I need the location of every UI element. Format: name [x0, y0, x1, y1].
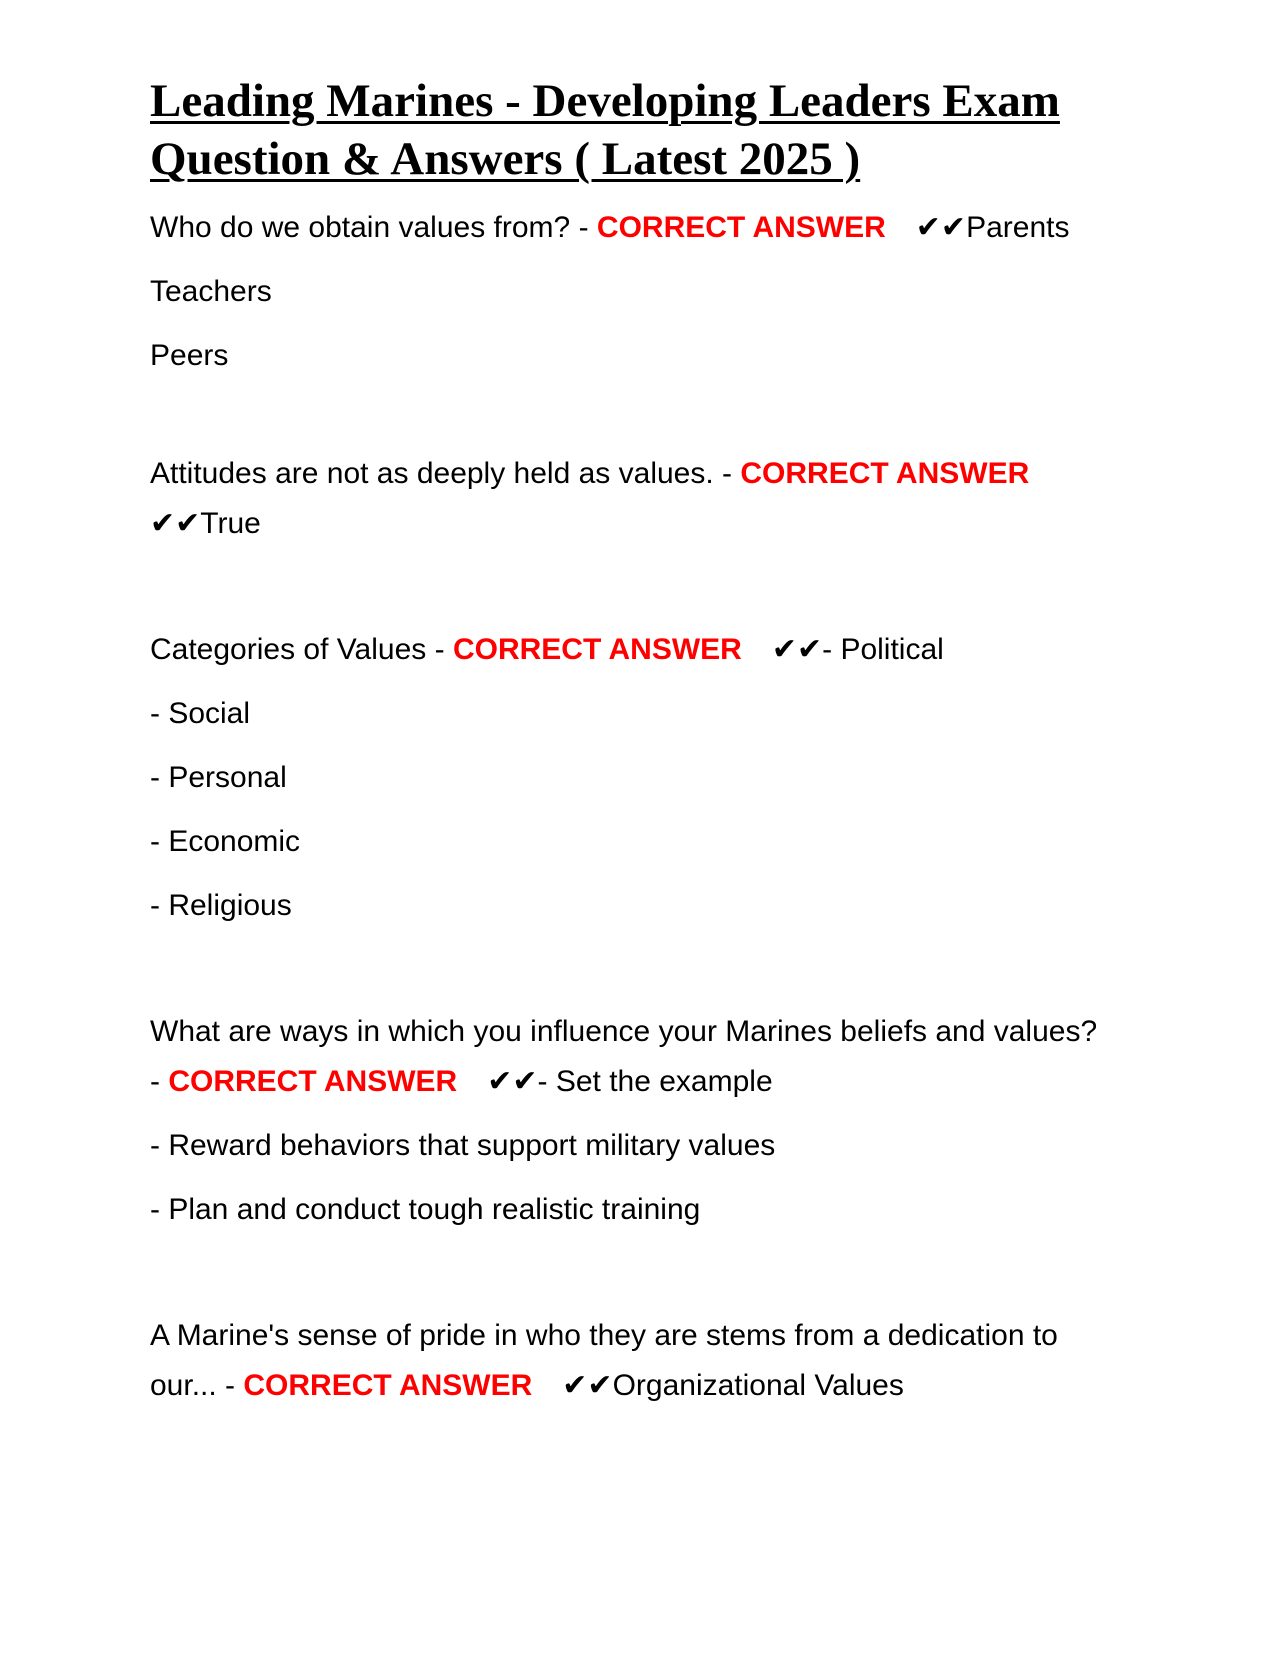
check-marks: ✔✔: [150, 507, 201, 540]
check-marks: ✔✔: [915, 211, 967, 244]
question-line: Categories of Values - CORRECT ANSWER ✔✔- Political: [150, 630, 1140, 670]
answer-text: Parents: [966, 211, 1070, 244]
correct-answer-label: CORRECT ANSWER: [740, 457, 1030, 490]
correct-answer-label: CORRECT ANSWER: [596, 211, 886, 244]
answer-text: Organizational Values: [612, 1369, 904, 1402]
answer-line: - Religious: [150, 889, 292, 922]
question-line: A Marine's sense of pride in who they are stems from a dedication to: [150, 1319, 1058, 1352]
check-marks: ✔✔: [771, 633, 823, 666]
answer-line: - Plan and conduct tough realistic training: [150, 1193, 701, 1226]
answer-line: - Economic: [150, 825, 301, 858]
question-line: Attitudes are not as deeply held as values. - CORRECT ANSWER: [150, 457, 1030, 490]
answer-line: - Social: [150, 697, 251, 730]
check-marks: ✔✔: [562, 1369, 613, 1402]
answer-line: Teachers: [150, 275, 272, 308]
qa-block-4: [150, 1012, 1140, 1230]
answer-line: - CORRECT ANSWER ✔✔- Set the example: [150, 1062, 1140, 1102]
qa-block-5: [150, 1316, 1140, 1406]
answer-text: - Set the example: [537, 1065, 773, 1098]
correct-answer-label: CORRECT ANSWER: [452, 633, 742, 666]
answer-line: our... - CORRECT ANSWER ✔✔Organizational Values: [150, 1366, 1140, 1406]
qa-block-3: [150, 630, 1140, 926]
question-text: Who do we obtain values from?: [150, 211, 571, 244]
qa-block-2: [150, 454, 1140, 544]
question-text: our...: [150, 1369, 217, 1402]
qa-block-1: [150, 208, 1140, 376]
answer-line: [150, 504, 1140, 544]
answer-line: - Reward behaviors that support military values: [150, 1129, 776, 1162]
question-text: Categories of Values: [150, 633, 427, 666]
answer-line: Peers: [150, 339, 229, 372]
answer-text: - Political: [822, 633, 944, 666]
question-line: Who do we obtain values from? - CORRECT ANSWER ✔✔Parents: [150, 208, 1140, 248]
correct-answer-label: CORRECT ANSWER: [243, 1369, 533, 1402]
correct-answer-label: CORRECT ANSWER: [168, 1065, 458, 1098]
page-title: Leading Marines - Developing Leaders Exam Question & Answers ( Latest 2025 ): [150, 75, 1060, 185]
document-page: [150, 72, 1140, 1406]
check-marks: ✔✔: [487, 1065, 538, 1098]
answer-line: - Personal: [150, 761, 287, 794]
question-line: What are ways in which you influence your Marines beliefs and values?: [150, 1015, 1098, 1048]
answer-text: True: [200, 507, 261, 540]
question-text: Attitudes are not as deeply held as values.: [150, 457, 714, 490]
